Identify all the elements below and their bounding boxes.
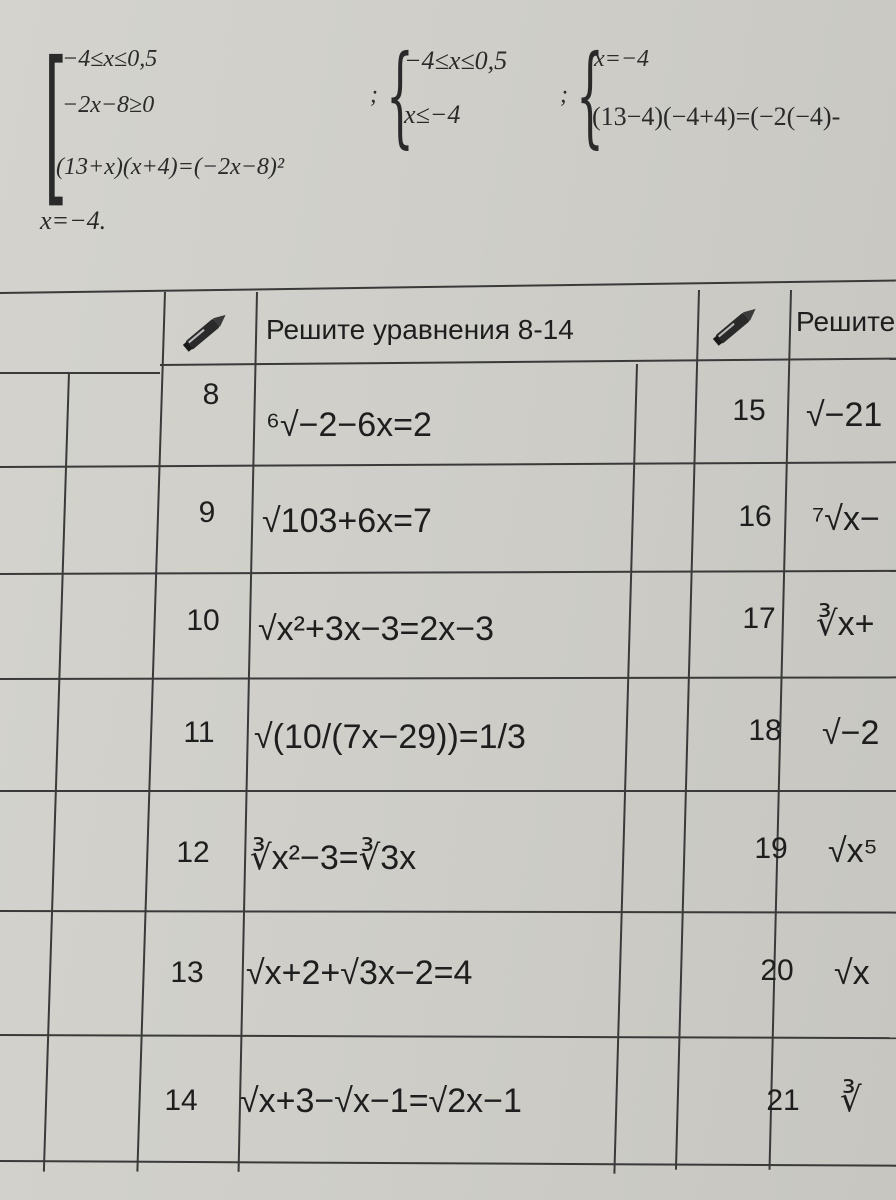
solution-answer: x=−4. <box>40 206 107 235</box>
equation: √x+2+√3x−2=4 <box>246 954 473 992</box>
problem-number: 13 <box>170 956 204 989</box>
table-border <box>160 358 896 366</box>
section-title: Решите уравнения 8-14 <box>266 314 574 345</box>
problem-number: 17 <box>742 602 776 635</box>
table-border <box>0 790 896 792</box>
section-title: Решите <box>796 306 896 337</box>
solution-line: x≤−4 <box>404 100 461 129</box>
problem-number: 21 <box>766 1084 800 1117</box>
separator: ; <box>560 82 568 108</box>
solution-line: (13−4)(−4+4)=(−2(−4)- <box>592 102 841 131</box>
problem-number: 15 <box>732 394 766 427</box>
table-border <box>0 676 896 680</box>
table-border <box>0 910 896 914</box>
problem-number: 12 <box>176 836 210 869</box>
equation: ∛x²−3=∛3x <box>250 839 417 877</box>
equation: √103+6x=7 <box>262 502 432 540</box>
pen-icon <box>706 296 766 356</box>
table-border <box>613 364 638 1174</box>
separator: ; <box>370 82 378 108</box>
solution-line: x=−4 <box>594 46 650 72</box>
solution-line: (13+x)(x+4)=(−2x−8)² <box>56 154 285 180</box>
equation: √−21 <box>806 396 883 434</box>
table-border <box>0 461 896 468</box>
problem-number: 20 <box>760 954 794 987</box>
solution-line: −2x−8≥0 <box>62 92 155 118</box>
equation: √−2 <box>822 714 880 752</box>
table-border <box>0 279 896 294</box>
table-border <box>0 372 160 374</box>
solution-line: −4≤x≤0,5 <box>62 46 158 72</box>
equation: √x+3−√x−1=√2x−1 <box>240 1082 522 1120</box>
table-border <box>0 570 896 575</box>
equation: √x²+3x−3=2x−3 <box>258 610 495 648</box>
system-brace: { <box>386 31 414 159</box>
problem-number: 8 <box>202 378 220 411</box>
pen-icon <box>176 302 236 362</box>
table-border <box>43 372 70 1172</box>
problem-number: 18 <box>748 714 782 747</box>
system-brace: [ <box>44 26 68 224</box>
problem-number: 9 <box>198 496 216 529</box>
problem-number: 14 <box>164 1084 198 1117</box>
table-border <box>136 292 166 1172</box>
equation: ⁷√x− <box>812 500 880 538</box>
system-brace: { <box>576 31 604 159</box>
equation: ⁶√−2−6x=2 <box>266 406 432 444</box>
table-border <box>0 1160 896 1167</box>
solution-line: −4≤x≤0,5 <box>404 46 508 75</box>
problem-number: 10 <box>186 604 220 637</box>
problem-number: 11 <box>183 716 215 749</box>
equation: √(10/(7x−29))=1/3 <box>254 718 526 756</box>
equation: ∛x+ <box>816 605 875 643</box>
problem-number: 16 <box>738 500 772 533</box>
problem-number: 19 <box>754 832 788 865</box>
equation: √x <box>834 954 870 992</box>
equation: √x⁵ <box>828 832 878 870</box>
equation: ∛ <box>840 1081 862 1119</box>
table-border <box>0 1034 896 1039</box>
